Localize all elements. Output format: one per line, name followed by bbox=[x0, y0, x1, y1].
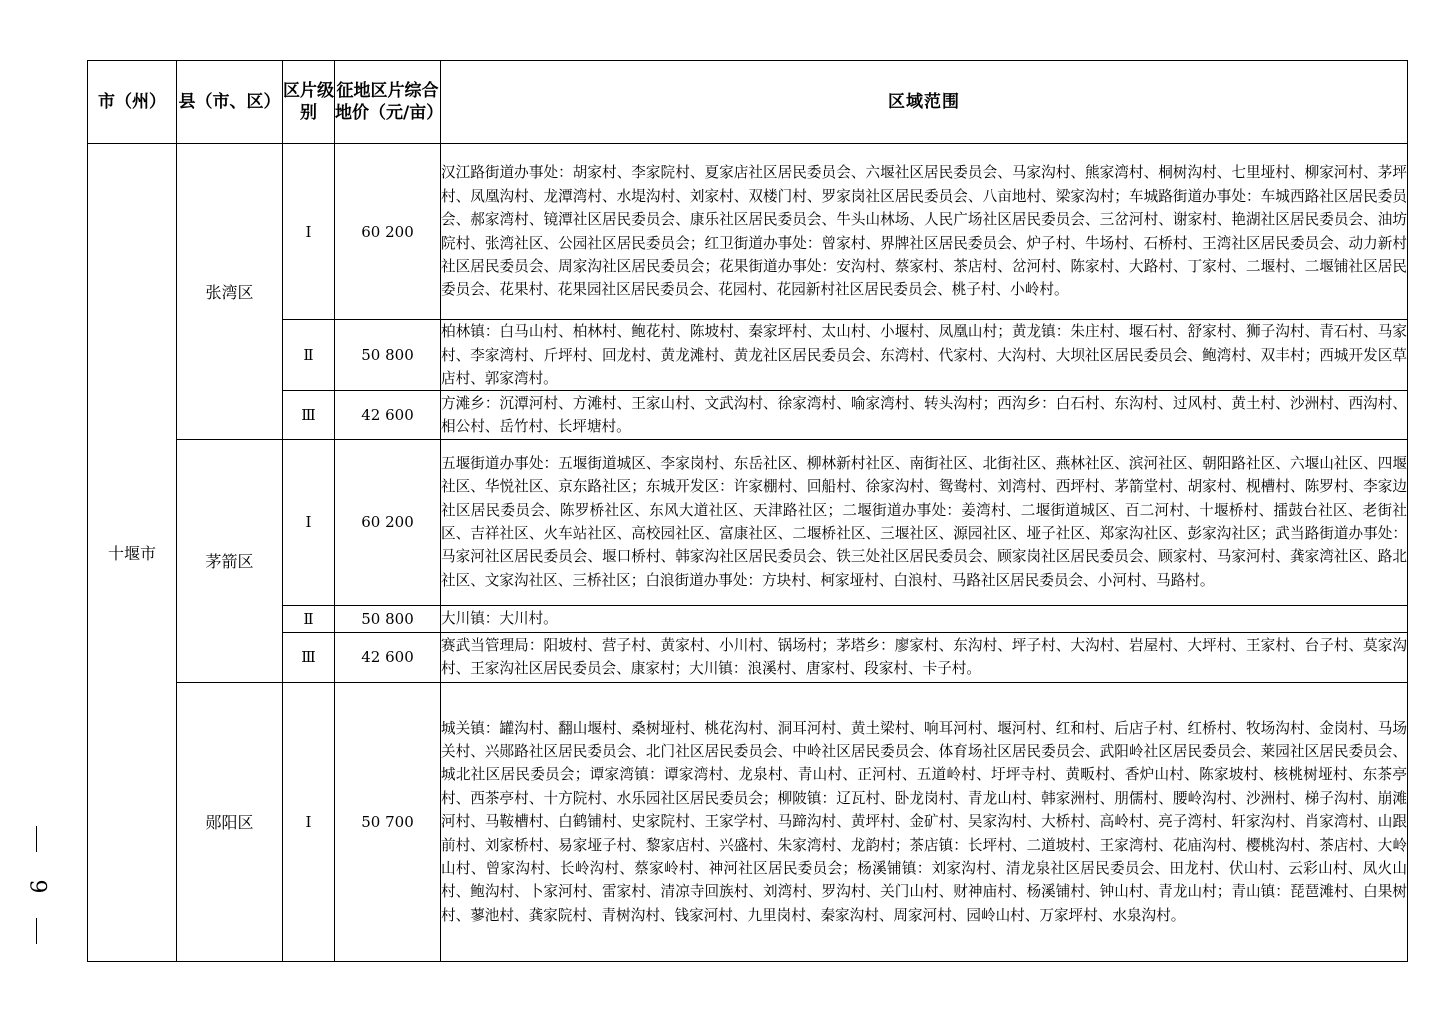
header-city: 市（州） bbox=[88, 61, 177, 144]
price-cell: 50 800 bbox=[335, 605, 441, 632]
grade-cell: Ⅱ bbox=[283, 605, 335, 632]
grade-cell: Ⅲ bbox=[283, 391, 335, 439]
county-cell: 郧阳区 bbox=[177, 682, 283, 961]
county-cell: 茅箭区 bbox=[177, 439, 283, 682]
range-cell: 赛武当管理局：阳坡村、营子村、黄家村、小川村、锅场村；茅塔乡：廖家村、东沟村、坪子村、大沟村、岩屋村、大坪村、王家村、台子村、莫家沟村、王家沟社区居民委员会、康家村；大川镇：浪溪村、唐家村、段家村、卡子村。 bbox=[441, 632, 1408, 682]
range-cell: 城关镇：罐沟村、翻山堰村、桑树垭村、桃花沟村、洞耳河村、黄土梁村、响耳河村、堰河村、红和村、后店子村、红桥村、牧场沟村、金岗村、马场关村、兴郧路社区居民委员会、北门社区居民委员会、中岭社区居民委员会、体育场社区居民委员会、武阳岭社区居民委员会、莱园社区居民委员会、城北社区居民委员会；谭家湾镇：谭家湾村、龙泉村、青山村、正河村、五道岭村、圩坪寺村、黄畈村、香炉山村、陈家坡村、核桃树垭村、东茶亭村、西茶亭村、十方院村、水乐园社区居民委员会；柳陂镇：辽瓦村、卧龙岗村、青龙山村、韩家洲村、朋儒村、腰岭沟村、沙洲村、梯子沟村、崩滩河村、马鞍槽村、白鹤铺村、史家院村、王家学村、马蹄沟村、黄坪村、金矿村、吴家沟村、大桥村、高岭村、亮子湾村、轩家沟村、肖家湾村、山跟前村、刘家桥村、易家垭子村、黎家店村、兴盛村、朱家湾村、龙韵村；茶店镇：长坪村、二道坡村、王家湾村、花庙沟村、樱桃沟村、茶店村、大岭山村、曾家沟村、长岭沟村、蔡家岭村、神河社区居民委员会；杨溪铺镇：刘家沟村、清龙泉社区居民委员会、田龙村、伏山村、云彩山村、凤火山村、鲍沟村、卜家河村、雷家村、清凉寺回族村、刘湾村、罗沟村、关门山村、财神庙村、杨溪铺村、钟山村、青龙山村；青山镇：琵琶滩村、白果树村、蓼池村、龚家院村、青树沟村、钱家河村、九里岗村、秦家沟村、周家河村、园岭山村、万家坪村、水泉沟村。 bbox=[441, 682, 1408, 961]
county-cell: 张湾区 bbox=[177, 144, 283, 439]
header-range: 区域范围 bbox=[441, 61, 1408, 144]
page-number-dash-top bbox=[36, 826, 37, 852]
header-grade: 区片级别 bbox=[283, 61, 335, 144]
table-row bbox=[88, 439, 1408, 605]
page-number bbox=[26, 826, 48, 946]
table-row bbox=[88, 682, 1408, 961]
table-row bbox=[88, 144, 1408, 320]
grade-cell: Ⅰ bbox=[283, 439, 335, 605]
header-county: 县（市、区） bbox=[177, 61, 283, 144]
range-cell: 柏林镇：白马山村、柏林村、鲍花村、陈坡村、秦家坪村、太山村、小堰村、凤凰山村；黄龙镇：朱庄村、堰石村、舒家村、狮子沟村、青石村、马家村、李家湾村、斤坪村、回龙村、黄龙滩村、黄龙社区居民委员会、东湾村、代家村、大沟村、大坝社区居民委员会、鲍湾村、双丰村；西城开发区草店村、郭家湾村。 bbox=[441, 320, 1408, 391]
city-cell: 十堰市 bbox=[88, 144, 177, 962]
range-cell: 方滩乡：沉潭河村、方滩村、王家山村、文武沟村、徐家湾村、喻家湾村、转头沟村；西沟乡：白石村、东沟村、过风村、黄土村、沙洲村、西沟村、相公村、岳竹村、长坪塘村。 bbox=[441, 391, 1408, 439]
table-row bbox=[88, 632, 1408, 682]
header-price: 征地区片综合地价（元/亩） bbox=[335, 61, 441, 144]
grade-cell: Ⅱ bbox=[283, 320, 335, 391]
header-row bbox=[88, 61, 1408, 144]
grade-cell: Ⅲ bbox=[283, 632, 335, 682]
table-row bbox=[88, 391, 1408, 439]
grade-cell: Ⅰ bbox=[283, 144, 335, 320]
price-cell: 50 800 bbox=[335, 320, 441, 391]
page-number-dash-bottom bbox=[36, 918, 37, 944]
price-cell: 60 200 bbox=[335, 144, 441, 320]
land-price-table bbox=[87, 60, 1408, 962]
price-cell: 42 600 bbox=[335, 391, 441, 439]
price-cell: 60 200 bbox=[335, 439, 441, 605]
table-row bbox=[88, 320, 1408, 391]
price-cell: 50 700 bbox=[335, 682, 441, 961]
table-row bbox=[88, 605, 1408, 632]
price-cell: 42 600 bbox=[335, 632, 441, 682]
range-cell: 大川镇：大川村。 bbox=[441, 605, 1408, 632]
range-cell: 五堰街道办事处：五堰街道城区、李家岗村、东岳社区、柳林新村社区、南街社区、北街社区、燕林社区、滨河社区、朝阳路社区、六堰山社区、四堰社区、华悦社区、京东路社区；东城开发区：许家棚村、回船村、徐家沟村、鸳鸯村、刘湾村、西坪村、茅箭堂村、胡家村、枧槽村、陈罗村、李家边社区居民委员会、陈罗桥社区、东风大道社区、天津路社区；二堰街道办事处：姜湾村、二堰街道城区、百二河村、十堰桥村、擂鼓台社区、老街社区、吉祥社区、火车站社区、高校园社区、富康社区、二堰桥社区、三堰社区、源园社区、垭子社区、郑家沟社区、彭家沟社区；武当路街道办事处：马家河社区居民委员会、堰口桥村、韩家沟社区居民委员会、铁三处社区居民委员会、顾家岗社区居民委员会、顾家村、马家河村、龚家湾社区、路北社区、文家沟社区、三桥社区；白浪街道办事处：方块村、柯家垭村、白浪村、马路社区居民委员会、小河村、马路村。 bbox=[441, 439, 1408, 605]
page-number-text: 9 bbox=[24, 879, 50, 894]
grade-cell: Ⅰ bbox=[283, 682, 335, 961]
range-cell: 汉江路街道办事处：胡家村、李家院村、夏家店社区居民委员会、六堰社区居民委员会、马家沟村、熊家湾村、桐树沟村、七里垭村、柳家河村、茅坪村、凤凰沟村、龙潭湾村、水堤沟村、刘家村、双楼门村、罗家岗社区居民委员会、八亩地村、梁家沟村；车城路街道办事处：车城西路社区居民委员会、郝家湾村、镜潭社区居民委员会、康乐社区居民委员会、牛头山林场、人民广场社区居民委员会、三岔河村、谢家村、艳湖社区居民委员会、油坊院村、张湾社区、公园社区居民委员会；红卫街道办事处：曾家村、界牌社区居民委员会、炉子村、牛场村、石桥村、王湾社区居民委员会、动力新村社区居民委员会、周家沟社区居民委员会；花果街道办事处：安沟村、蔡家村、茶店村、岔河村、陈家村、大路村、丁家村、二堰村、二堰铺社区居民委员会、花果村、花果园社区居民委员会、花园村、花园新村社区居民委员会、桃子村、小岭村。 bbox=[441, 144, 1408, 320]
